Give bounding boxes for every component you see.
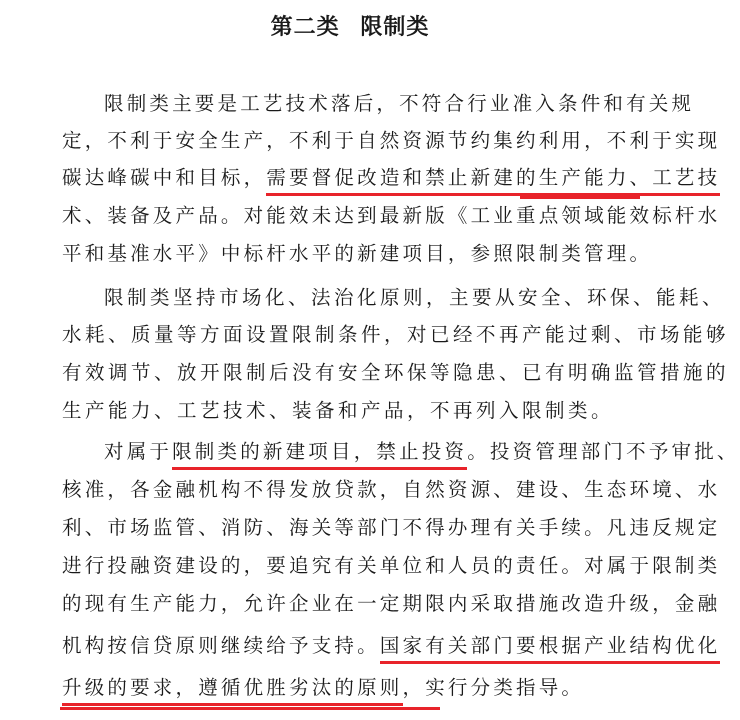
paragraph-2-line-2: 水耗、质量等方面设置限制条件，对已经不再产能过剩、市场能够	[62, 323, 730, 346]
paragraph-1-line-3-plain: 碳达峰碳中和目标，	[62, 166, 267, 189]
paragraph-2-line-4: 生产能力、工艺技术、装备和产品，不再列入限制类。	[62, 399, 615, 422]
paragraph-3-line-5: 的现有生产能力，允许企业在一定期限内采取措施改造升级，金融	[62, 592, 721, 615]
paragraph-1-line-5: 平和基准水平》中标杆水平的新建项目，参照限制类管理。	[62, 242, 653, 265]
red-underline-mark-bottom	[60, 707, 440, 710]
underlined-phrase-survival-of-fittest: 升级的要求，遵循优胜劣汰的原则	[62, 676, 403, 706]
paragraph-2-line-1: 限制类坚持市场化、法治化原则，主要从安全、环保、能耗、	[104, 286, 726, 309]
paragraph-3-line-1	[104, 440, 740, 464]
section-title	[0, 10, 700, 41]
paragraph-2-line-3: 有效调节、放开限制后没有安全环保等隐患、已有明确监管措施的	[62, 361, 730, 384]
paragraph-3-line-7-plain: ，实行分类指导。	[402, 676, 585, 699]
paragraph-3-line-7	[62, 676, 584, 700]
paragraph-3-line-4: 进行投融资建设的，要追究有关单位和人员的责任。对属于限制类	[62, 554, 721, 577]
paragraph-1-line-2: 定，不利于安全生产，不利于自然资源节约集约利用，不利于实现	[62, 129, 721, 152]
underlined-phrase-capacity: 需要督促改造和禁止新建的生产能力、工艺技	[266, 166, 720, 196]
paragraph-3-line-6-plain: 机构按信贷原则继续给予支持。	[62, 634, 380, 657]
underlined-phrase-structure-optimization: 国家有关部门要根据产业结构优化	[380, 634, 721, 664]
paragraph-1-line-4: 术、装备及产品。对能效未达到最新版《工业重点领域能效标杆水	[62, 204, 721, 227]
paragraph-3-line-3: 利、市场监管、消防、海关等部门不得办理有关手续。凡违反规定	[62, 516, 721, 539]
section-title-number: 第二类	[270, 15, 340, 40]
paragraph-1-line-1: 限制类主要是工艺技术落后，不符合行业准入条件和有关规	[104, 92, 695, 115]
paragraph-3-line-1-plain-b: 。投资管理部门不予审批、	[467, 440, 740, 463]
underlined-phrase-ban-investment: 限制类的新建项目，禁止投资	[172, 440, 467, 470]
paragraph-3-line-2: 核准，各金融机构不得发放贷款，自然资源、建设、生态环境、水	[62, 478, 721, 501]
red-underline-mark	[520, 196, 640, 199]
section-title-name: 限制类	[360, 15, 430, 40]
paragraph-1-line-3	[62, 166, 720, 190]
paragraph-3-line-1-plain-a: 对属于	[104, 440, 173, 463]
paragraph-3-line-6	[62, 634, 720, 658]
